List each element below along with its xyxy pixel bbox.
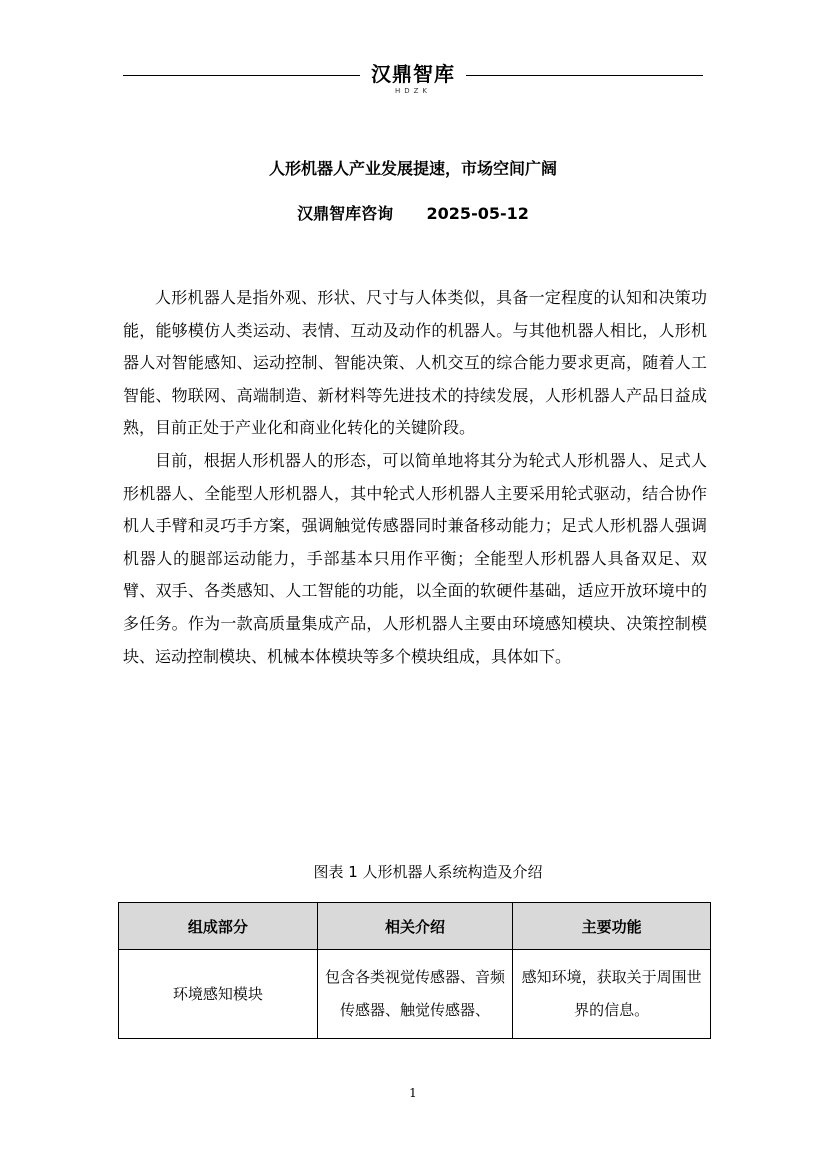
table-cell-function: 感知环境，获取关于周围世界的信息。 xyxy=(513,950,711,1039)
paragraph: 目前，根据人形机器人的形态，可以简单地将其分为轮式人形机器人、足式人形机器人、全能型人形机器人，其中轮式人形机器人主要采用轮式驱动，结合协作机人手臂和灵巧手方案，强调触觉传感器同时兼备移动能力；足式人形机器人强调机器人的腿部运动能力，手部基本只用作平衡；全能型人形机器人具备双足、双臂、双手、各类感知、人工智能的功能，以全面的软硬件基础，适应开放环境中的多任务。作为一款高质量集成产品，人形机器人主要由环境感知模块、决策控制模块、运动控制模块、机械本体模块等多个模块组成，具体如下。 xyxy=(123,450,707,666)
header-rule-left xyxy=(123,75,360,76)
column-header: 相关介绍 xyxy=(317,903,513,950)
page-header xyxy=(123,62,703,98)
document-body xyxy=(123,282,707,673)
byline: 汉鼎智库咨询 2025-05-12 xyxy=(297,204,529,223)
column-header: 主要功能 xyxy=(513,903,711,950)
table-cell-intro: 包含各类视觉传感器、音频传感器、触觉传感器、 xyxy=(317,950,513,1039)
table-cell-part: 环境感知模块 xyxy=(119,950,318,1039)
logo-text: 汉鼎智库 xyxy=(371,62,455,86)
components-table xyxy=(118,902,711,1039)
document-title: 人形机器人产业发展提速，市场空间广阔 xyxy=(268,159,557,178)
table-row xyxy=(119,950,711,1039)
header-rule-right xyxy=(466,75,703,76)
table-caption: 图表 1 人形机器人系统构造及介绍 xyxy=(313,863,543,881)
page-number: 1 xyxy=(409,1086,417,1100)
logo-subtext: HDZK xyxy=(394,87,432,95)
column-header: 组成部分 xyxy=(119,903,318,950)
paragraph: 人形机器人是指外观、形状、尺寸与人体类似，具备一定程度的认知和决策功能，能够模仿人类运动、表情、互动及动作的机器人。与其他机器人相比，人形机器人对智能感知、运动控制、智能决策、人机交互的综合能力要求更高，随着人工智能、物联网、高端制造、新材料等先进技术的持续发展，人形机器人产品日益成熟，目前正处于产业化和商业化转化的关键阶段。 xyxy=(123,288,707,438)
logo xyxy=(364,62,462,96)
table-header-row xyxy=(119,903,711,950)
